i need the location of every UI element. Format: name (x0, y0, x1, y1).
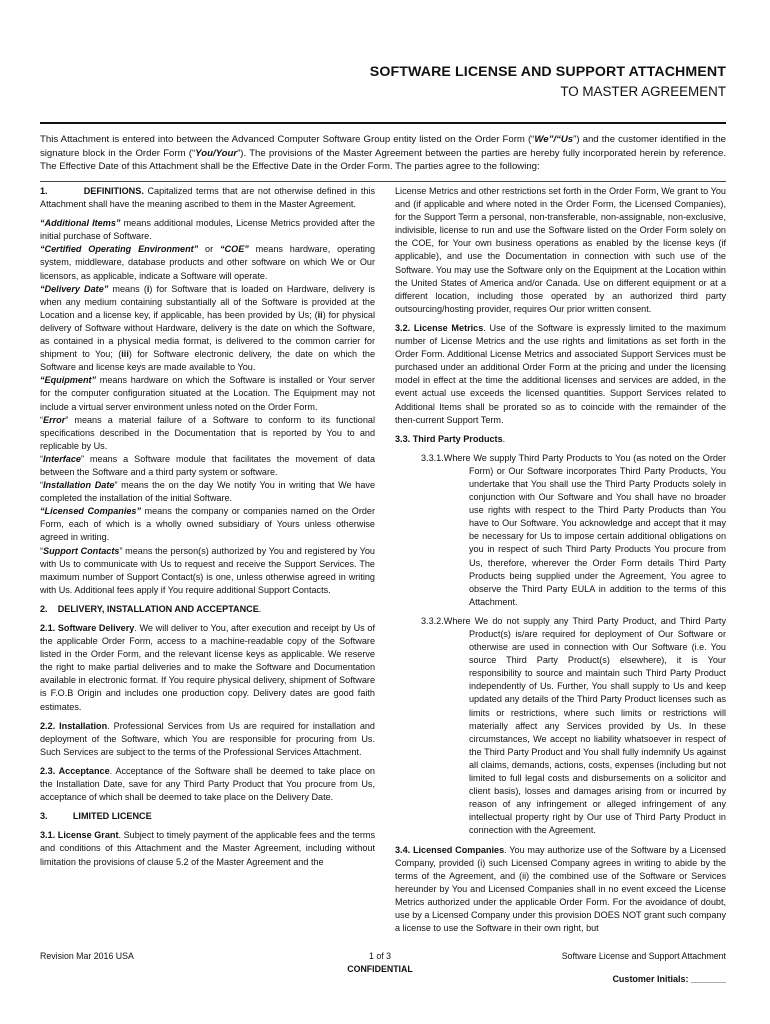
clause-heading: 2.2. Installation (40, 720, 108, 731)
section-number: 2. (40, 603, 48, 614)
definition-text: i (146, 283, 150, 294)
section-number: 3. (40, 811, 48, 822)
footer-page-number: 1 of 3 (368, 951, 391, 961)
clause-text: . Subject to timely payment of the applicable fees and the terms and conditions of this Attachment and the Master Agreement, including without limitation the provisions of clause 5.2 of the Master Agreement and the (40, 830, 375, 867)
definition-text: means additional modules, License Metrics provided after the initial purchase of Software. (40, 218, 375, 242)
defined-term: “Certified Operating Environment” (40, 244, 199, 255)
definition-text: “ (40, 480, 44, 491)
intro-text: This Attachment is entered into between the Advanced Computer Software Group entity listed on the Order Form (“ (40, 134, 535, 145)
definition-text: ii (317, 309, 323, 320)
clause-3-3 (395, 433, 726, 446)
definition-text: means ( (108, 283, 147, 294)
document-subtitle: TO MASTER AGREEMENT (560, 84, 726, 99)
clause-3-1 (40, 829, 375, 868)
clause-heading: 2.1. Software Delivery (40, 623, 135, 633)
clause-text: . Professional Services from Us are required for installation and deployment of the Software, which You are responsible for procuring from Us. Such Services are subject to the terms of the Professional Services Attachment. (40, 720, 375, 757)
clause-3-4 (395, 844, 726, 936)
definition-text: or (198, 244, 220, 255)
clause-text: . (502, 433, 506, 444)
clause-text: . Acceptance of the Software shall be deemed to take place on the Installation Date, save for any Third Party Product that You procure from Us, acceptance of which shall be deemed to take place on the Delivery Date. (40, 765, 375, 803)
section-heading: DEFINITIONS. (83, 186, 144, 196)
definition-installation-date (40, 479, 375, 505)
intro-we-us-term: We”/“Us (534, 134, 574, 145)
clause-heading: 3.4. Licensed Companies (395, 844, 505, 855)
clause-3-2 (395, 322, 726, 427)
definition-text: ” means the on the day We notify You in writing that We have completed the installation of the initial Software. (40, 480, 375, 504)
definition-text: ) for physical delivery of Software without Hardware, delivery is the date on which the Software, as contained in a physical media format, is delivered to the common carrier for shipment to You; ( (40, 309, 375, 360)
clause-2-3 (40, 765, 375, 804)
definition-text: means hardware, operating system, middleware, database products and other software on which We or Our licensors, as applicable, indicate a Software will operate. (40, 244, 376, 281)
clause-text: . Use of the Software is expressly limited to the maximum number of License Metrics and the use rights and limitations as set forth in the Order Form. Additional License Metrics and associated Support Services must be purchased under an additional Order Form at the pricing and under the licensing model in effect at the time the additional licenses and services are added, in the event actual use exceeds the licensed quantities. Support Services related to Additional Items shall be prorated so as to coincide with the remainder of the then-current Support Term. (395, 322, 726, 425)
definition-text: iii (121, 349, 129, 360)
defined-term: Interface (43, 453, 81, 464)
definition-text: ” means a material failure of a Software to conform to its functional specifications described in the Documentation that is reported by You to and replicable by Us. (40, 414, 375, 451)
definition-additional-items (40, 217, 375, 243)
clause-2-1 (40, 622, 375, 714)
defined-term: “COE” (220, 244, 249, 255)
clause-text: . We will deliver to You, after execution and receipt by Us of the applicable Order Form, access to a machine-readable copy of the Software listed in the Order Form, and the relevant license keys as applicable. We reserve the right to make partial deliveries and to make the Software and Documentation available in electronic format. If You require physical delivery, shipment of Software is F.O.B Origin and includes one production copy. Delivery dates are good faith estimates. (40, 623, 375, 712)
section-1-definitions (40, 185, 375, 211)
defined-term: Installation Date (43, 480, 115, 491)
document-title: SOFTWARE LICENSE AND SUPPORT ATTACHMENT (369, 64, 726, 80)
definition-text: “ (40, 414, 44, 425)
definition-error (40, 414, 375, 453)
intro-paragraph (40, 133, 726, 174)
intro-rule (40, 181, 726, 182)
defined-term: Support Contacts (43, 545, 120, 556)
section-number: 1. (40, 186, 48, 196)
section-text: . (258, 603, 262, 614)
clause-3-1-continued: License Metrics and other restrictions set forth in the Order Form, We grant to You and (if applicable and where noted in the Order Form, the Licensed Companies), for the Support Term a personal, non-transferable, non-assignable, non-exclusive, indivisible, license to run and use the Software listed on the Order Form solely on the COE, for Your own business operations as enabled by the license keys (if applicable), and use the Documentation in connection with such use of the Software. You may use the Software only on the Equipment at the Location within the United States of America and/or Canada. Use on different equipment or at a different location, including those operated by an authorized third party outsourcing/hosting provider, requires Our prior written consent. (395, 186, 726, 314)
intro-text: ”). The provisions of the Master Agreement between the parties are hereby fully incorporated herein by reference. The Effective Date of this Attachment shall be the Effective Date in the Order Form. The parties agree to the following: (40, 147, 726, 173)
footer-customer-initials: Customer Initials: _______ (612, 974, 726, 984)
defined-term: “Additional Items” (40, 218, 121, 229)
definition-text: ) for Software electronic delivery, the date on which the Software and license keys are made available to You. (40, 349, 375, 373)
right-column (395, 185, 726, 935)
section-2-heading (40, 603, 375, 616)
definition-text: “ (40, 545, 44, 556)
definition-text: ” means the person(s) authorized by You and registered by You with Us to communicate with Us to request and receive the Support Services. The maximum number of Support Contact(s) is one, unless otherwise agreed in writing with Us. Additional fees apply if You require additional Support Contacts. (40, 545, 375, 595)
definition-equipment (40, 374, 375, 413)
clause-3-3-1: 3.3.1.Where We supply Third Party Products to You (as noted on the Order Form) or Our Software incorporates Third Party Products, You undertake that You shall use the Third Party Products solely in conjunction with Our Software and You shall have no broader use rights with respect to the Third Party Products than You have to Our Software. You acknowledge and accept that it may be necessary for Us to impose certain additional obligations on you in respect of such Third Party Products You procure from Us, therefore, wherever the Order Form details Third Party Products being supplied under the Agreement, You agree to observe the Third Party EULA in addition to the terms of this Attachment. (421, 452, 726, 607)
footer-revision: Revision Mar 2016 USA (40, 951, 134, 961)
left-column (40, 185, 375, 869)
section-text: Capitalized terms that are not otherwise defined in this Attachment shall have the meaning ascribed to them in the Master Agreement. (40, 186, 376, 210)
defined-term: Error (43, 414, 66, 425)
title-rule (40, 122, 726, 124)
definition-support-contacts (40, 545, 375, 597)
clause-heading: 2.3. Acceptance (40, 765, 110, 776)
footer-document-name: Software License and Support Attachment (561, 951, 726, 961)
intro-text: ”) and the customer identified in the signature block in the Order Form (“ (40, 134, 726, 159)
defined-term: “Equipment” (40, 375, 97, 386)
clause-2-2 (40, 720, 375, 759)
definition-text: “ (40, 453, 44, 464)
clause-text: . You may authorize use of the Software by a Licensed Company, provided (i) such Licensed Company agrees in writing to abide by the terms of the Agreement, and (ii) the combined use of the Software or Services hereunder by You and Licensed Companies shall in no event exceed the License Metrics authorized under the applicable Order Form. For the avoidance of doubt, use by a Licensed Company under this provision DOES NOT grant such company a license to use the Software in their own right, but (395, 844, 726, 934)
definition-coe (40, 243, 375, 282)
clause-heading: 3.2. License Metrics (395, 322, 484, 333)
defined-term: “Delivery Date” (40, 283, 109, 294)
defined-term: “Licensed Companies” (40, 506, 142, 517)
clause-heading: 3.3. Third Party Products (395, 433, 503, 444)
definition-text: ” means a Software module that facilitates the movement of data between the Software and a third party system or software. (40, 453, 375, 477)
definition-text: means the company or companies named on the Order Form, each of which is a wholly owned subsidiary of Yours unless otherwise agreed in writing. (40, 506, 375, 543)
definition-licensed-companies (40, 505, 375, 544)
intro-you-your-term: You/Your (195, 147, 238, 159)
clause-3-3-2: 3.3.2.Where We do not supply any Third Party Product, and Third Party Product(s) is/are required for deployment of Our Software or otherwise are used in connection with Our Software (i.e. You source Third Party Product(s) elsewhere), it is Your responsibility to source and maintain such Third Party Product independently of Us. Further, You shall supply to Us and keep updated any details of the Third Party Product licenses such as limits or restrictions, where such limits or restrictions will materially affect any Services provided by Us. In these circumstances, We accept no liability whatsoever in respect of the Third Party Product and You shall fully indemnify Us against all claims, demands, actions, costs, expenses (including but not limited to full legal costs and disbursements on a solicitor and client basis), losses and damages arising from or incurred by reason of any infringement or alleged infringement of any intellectual property right by Our use of Third Party Product in connection with the Agreement. (421, 615, 726, 836)
definition-interface (40, 453, 375, 479)
definition-text: ) for Software that is loaded on Hardware, delivery is when any medium containing substantially all of the Software is provided at the Location and a license key, if applicable, has been provided by Us; ( (40, 283, 375, 320)
section-heading: DELIVERY, INSTALLATION AND ACCEPTANCE (57, 603, 259, 614)
footer-confidential: CONFIDENTIAL (347, 964, 413, 974)
clause-heading: 3.1. License Grant (40, 830, 119, 841)
section-3-heading (40, 810, 375, 823)
definition-text: means hardware on which the Software is installed or Your server for the computer configuration situated at the Location. The Equipment may not include a virtual server environment unless noted on the Order Form. (40, 375, 375, 412)
section-heading: LIMITED LICENCE (72, 811, 152, 822)
definition-delivery-date (40, 283, 375, 375)
